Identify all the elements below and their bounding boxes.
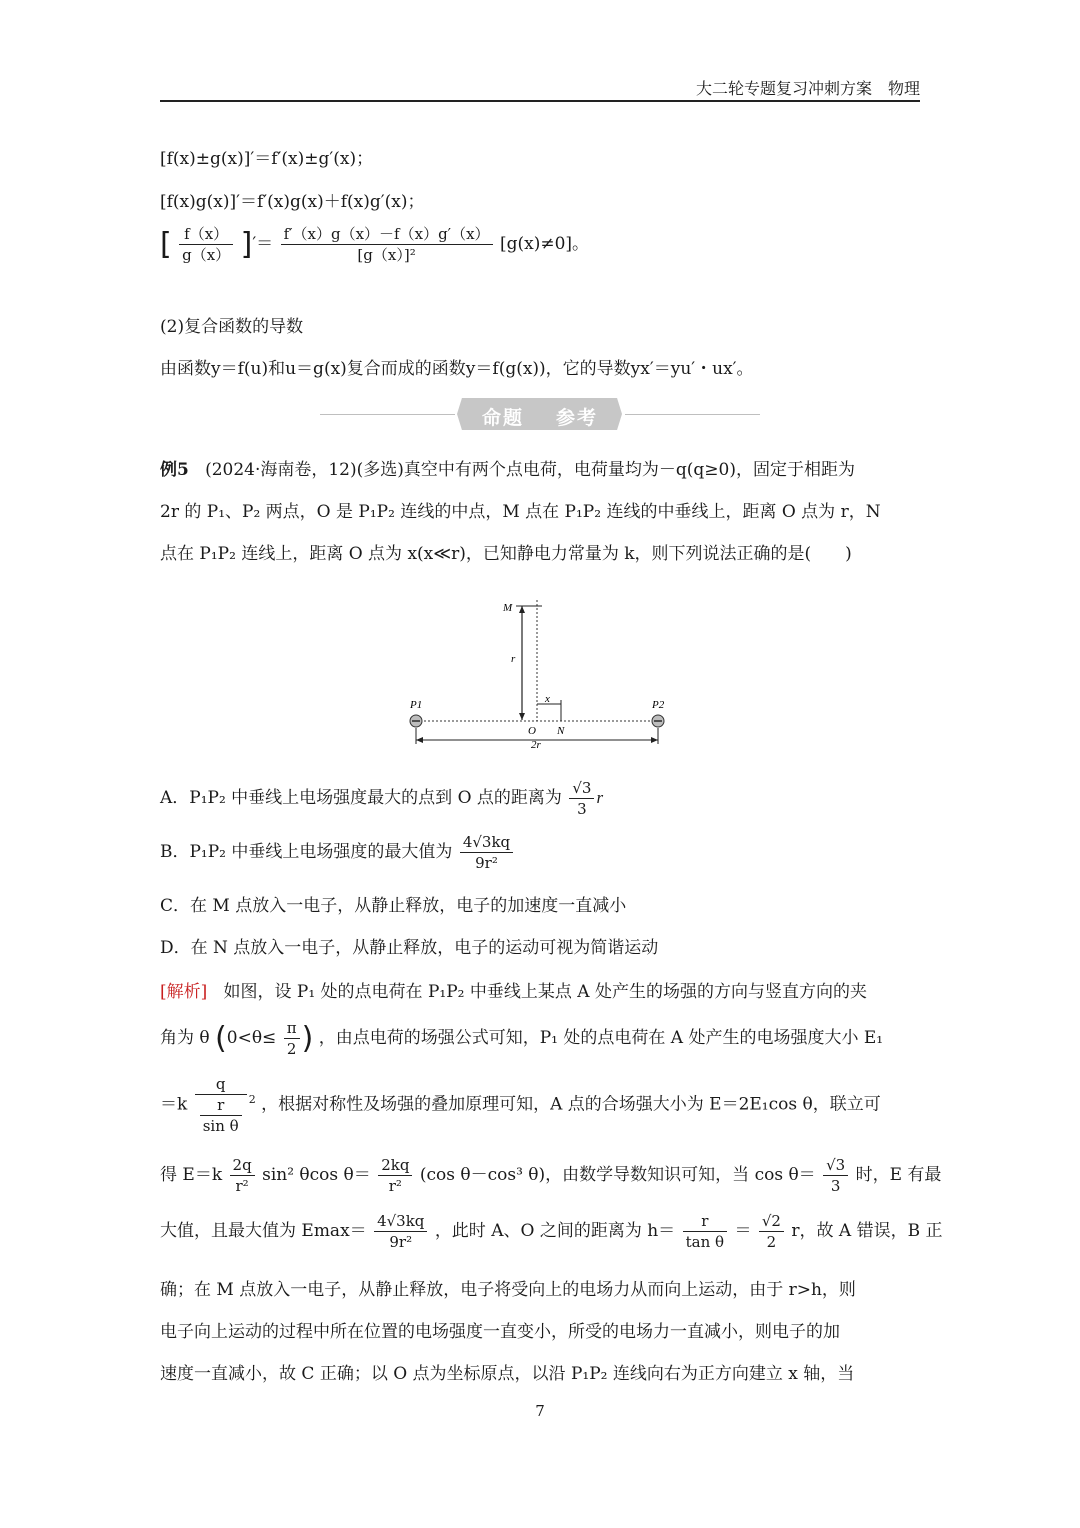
- example-line-1: [160, 455, 855, 480]
- analysis-l3-inner-num: r: [200, 1095, 242, 1116]
- option-a-num: √3: [569, 778, 594, 799]
- analysis-l5-f3-num: √2: [759, 1211, 784, 1232]
- analysis-line-5: [160, 1211, 942, 1252]
- analysis-l5-f1-den: 9r²: [389, 1233, 413, 1251]
- quotient-rhs-den: [g（x）]²: [357, 246, 416, 264]
- analysis-l4a: 得 E＝k: [160, 1165, 223, 1185]
- analysis-l4-f3-num: √3: [823, 1155, 848, 1176]
- analysis-l4d: 时，E 有最: [855, 1165, 942, 1185]
- analysis-l5-f2-num: r: [683, 1211, 727, 1232]
- analysis-line-8: 速度一直减小，故 C 正确；以 O 点为坐标原点，以沿 P₁P₂ 连线向右为正方向建立 x 轴，当: [160, 1364, 855, 1384]
- analysis-l3-inner-fraction: [200, 1095, 242, 1136]
- 2r-arrow-right: [651, 737, 658, 743]
- banner-line-left: [320, 414, 455, 415]
- r-arrow-up: [519, 606, 525, 613]
- page-number: 7: [535, 1402, 545, 1420]
- analysis-l4-f2: [378, 1155, 412, 1196]
- analysis-line-2: [160, 1018, 883, 1059]
- analysis-l4-f1-num: 2q: [230, 1155, 255, 1176]
- r-arrow-down: [519, 713, 525, 720]
- analysis-l5d: r，故 A 错误，B 正: [791, 1221, 943, 1241]
- label-2r: 2r: [531, 739, 541, 751]
- analysis-l4c: (cos θ－cos³ θ)，由数学导数知识可知，当 cos θ＝: [419, 1165, 816, 1185]
- banner-left-text: 命题: [482, 407, 525, 429]
- example-label: 例5: [160, 460, 189, 480]
- option-d: D．在 N 点放入一电子，从静止释放，电子的运动可视为简谐运动: [160, 938, 659, 958]
- page-header: [160, 74, 920, 102]
- analysis-l3-den: [195, 1095, 247, 1136]
- example-line-3: 点在 P₁P₂ 连线上，距离 O 点为 x(x≪r)，已知静电力常量为 k，则下列说法正确的是( ): [160, 544, 852, 564]
- option-a-den: 3: [577, 800, 587, 818]
- quotient-lhs-den: g（x）: [182, 246, 231, 264]
- quotient-lhs-fraction: [179, 224, 233, 265]
- analysis-l4b: sin² θcos θ＝: [262, 1165, 371, 1185]
- analysis-text-1: 如图，设 P₁ 处的点电荷在 P₁P₂ 中垂线上某点 A 处产生的场强的方向与竖直方向的夹: [223, 982, 867, 1002]
- right-bracket: ]: [240, 227, 253, 262]
- analysis-l3-fraction: [195, 1074, 247, 1136]
- analysis-l5c: ＝: [734, 1221, 752, 1241]
- quotient-rhs-fraction: [281, 224, 493, 265]
- analysis-l3a: ＝k: [160, 1094, 188, 1115]
- option-a-text: A．P₁P₂ 中垂线上电场强度最大的点到 O 点的距离为: [160, 788, 562, 808]
- charge-diagram: [400, 592, 680, 752]
- analysis-line-4: [160, 1155, 941, 1196]
- quotient-rhs-num: f′（x）g（x）－f（x）g′（x）: [281, 224, 493, 245]
- paren-left: (: [215, 1021, 227, 1056]
- analysis-l5b: ，此时 A、O 之间的距离为 h＝: [434, 1221, 676, 1241]
- analysis-l3-num: q: [195, 1074, 247, 1095]
- analysis-l4-f2-den: r²: [388, 1177, 402, 1195]
- analysis-l2-fraction: [284, 1018, 300, 1059]
- analysis-l3b: ，根据对称性及场强的叠加原理可知，A 点的合场强大小为 E＝2E₁cos θ，联立可: [261, 1094, 881, 1115]
- 2r-arrow-left: [416, 737, 423, 743]
- option-b-fraction: [460, 832, 513, 873]
- label-n: N: [557, 725, 565, 737]
- label-p1: P1: [410, 699, 423, 711]
- composite-heading: (2)复合函数的导数: [160, 317, 304, 337]
- option-b-den: 9r²: [475, 854, 498, 872]
- analysis-l2-den: 2: [286, 1040, 297, 1058]
- option-b: [160, 832, 515, 873]
- sum-rule: [f(x)±g(x)]′＝f′(x)±g′(x)；: [160, 149, 374, 169]
- analysis-line-6: 确；在 M 点放入一电子，从静止释放，电子将受向上的电场力从而向上运动，由于 r>h，则: [160, 1280, 856, 1300]
- banner-line-right: [625, 414, 760, 415]
- analysis-l4-f3: [823, 1155, 848, 1196]
- analysis-l5-f2: [683, 1211, 727, 1252]
- analysis-l5-f3: [759, 1211, 784, 1252]
- product-rule: [f(x)g(x)]′＝f′(x)g(x)＋f(x)g′(x)；: [160, 192, 425, 212]
- analysis-l2-cond: 0<θ≤: [226, 1028, 277, 1048]
- analysis-line-1: [160, 977, 867, 1002]
- label-r: r: [511, 653, 516, 665]
- analysis-line-7: 电子向上运动的过程中所在位置的电场强度一直变小，所受的电场力一直减小，则电子的加: [160, 1322, 840, 1342]
- banner-right-text: 参考: [556, 407, 599, 429]
- left-bracket: [: [160, 227, 172, 262]
- section-banner: [320, 398, 760, 430]
- option-b-num: 4√3kq: [460, 832, 513, 853]
- label-p2: P2: [652, 699, 665, 711]
- analysis-l5a: 大值，且最大值为 Emax＝: [160, 1221, 367, 1241]
- header-title: 大二轮专题复习冲刺方案 物理: [695, 79, 920, 98]
- analysis-l5-f3-den: 2: [766, 1233, 777, 1251]
- analysis-l5-f1: [374, 1211, 427, 1252]
- option-b-text: B．P₁P₂ 中垂线上电场强度的最大值为: [160, 842, 453, 862]
- analysis-l4-f2-num: 2kq: [378, 1155, 412, 1176]
- analysis-l5-f2-den: tan θ: [685, 1233, 725, 1251]
- analysis-line-3: ＝k $\frac{q}{\frac{r}{\text{sin θ}}}$ $^2$ ，根据对称性及场强的叠加原理可知，A 点的合场强大小为 E＝2E₁cos θ，联立可: [160, 1075, 881, 1135]
- label-o: O: [528, 725, 536, 737]
- label-x: x: [545, 693, 550, 705]
- quotient-rule: [ $\frac{f(x)}{g(x)}$ ]′＝ $\frac{f'(x)g(x)-f(x)g'(x)}{\text{[g（x）]²}}$ [g(x)≠0]。: [160, 225, 590, 264]
- example-text-1: (2024·海南卷，12)(多选)真空中有两个点电荷，电荷量均为－q(q≥0)，固定于相距为: [205, 460, 855, 480]
- paren-right: ): [301, 1021, 314, 1056]
- option-a-tail: r: [596, 788, 604, 807]
- option-c: C．在 M 点放入一电子，从静止释放，电子的加速度一直减小: [160, 896, 627, 916]
- example-line-2: 2r 的 P₁、P₂ 两点，O 是 P₁P₂ 连线的中点，M 点在 P₁P₂ 连线的中垂线上，距离 O 点为 r，N: [160, 502, 881, 522]
- analysis-l2b: ，由点电荷的场强公式可知，P₁ 处的点电荷在 A 处产生的电场强度大小 E₁: [318, 1028, 884, 1048]
- analysis-l4-f1: [230, 1155, 255, 1196]
- analysis-l3-inner-den: sin θ: [202, 1117, 239, 1135]
- quotient-condition: [g(x)≠0]。: [499, 234, 590, 254]
- composite-text: 由函数y＝f(u)和u＝g(x)复合而成的函数y＝f(g(x))，它的导数yx′＝yu′・ux′。: [160, 359, 754, 379]
- option-a: [160, 778, 603, 819]
- option-a-fraction: [569, 778, 594, 819]
- quotient-lhs-num: f（x）: [179, 224, 233, 245]
- analysis-l2-num: π: [284, 1018, 300, 1039]
- analysis-l4-f1-den: r²: [235, 1177, 249, 1195]
- analysis-l4-f3-den: 3: [830, 1177, 841, 1195]
- analysis-l2a: 角为 θ: [160, 1028, 210, 1048]
- label-m: M: [503, 602, 513, 614]
- analysis-l5-f1-num: 4√3kq: [374, 1211, 427, 1232]
- analysis-tag: [解析]: [160, 982, 208, 1002]
